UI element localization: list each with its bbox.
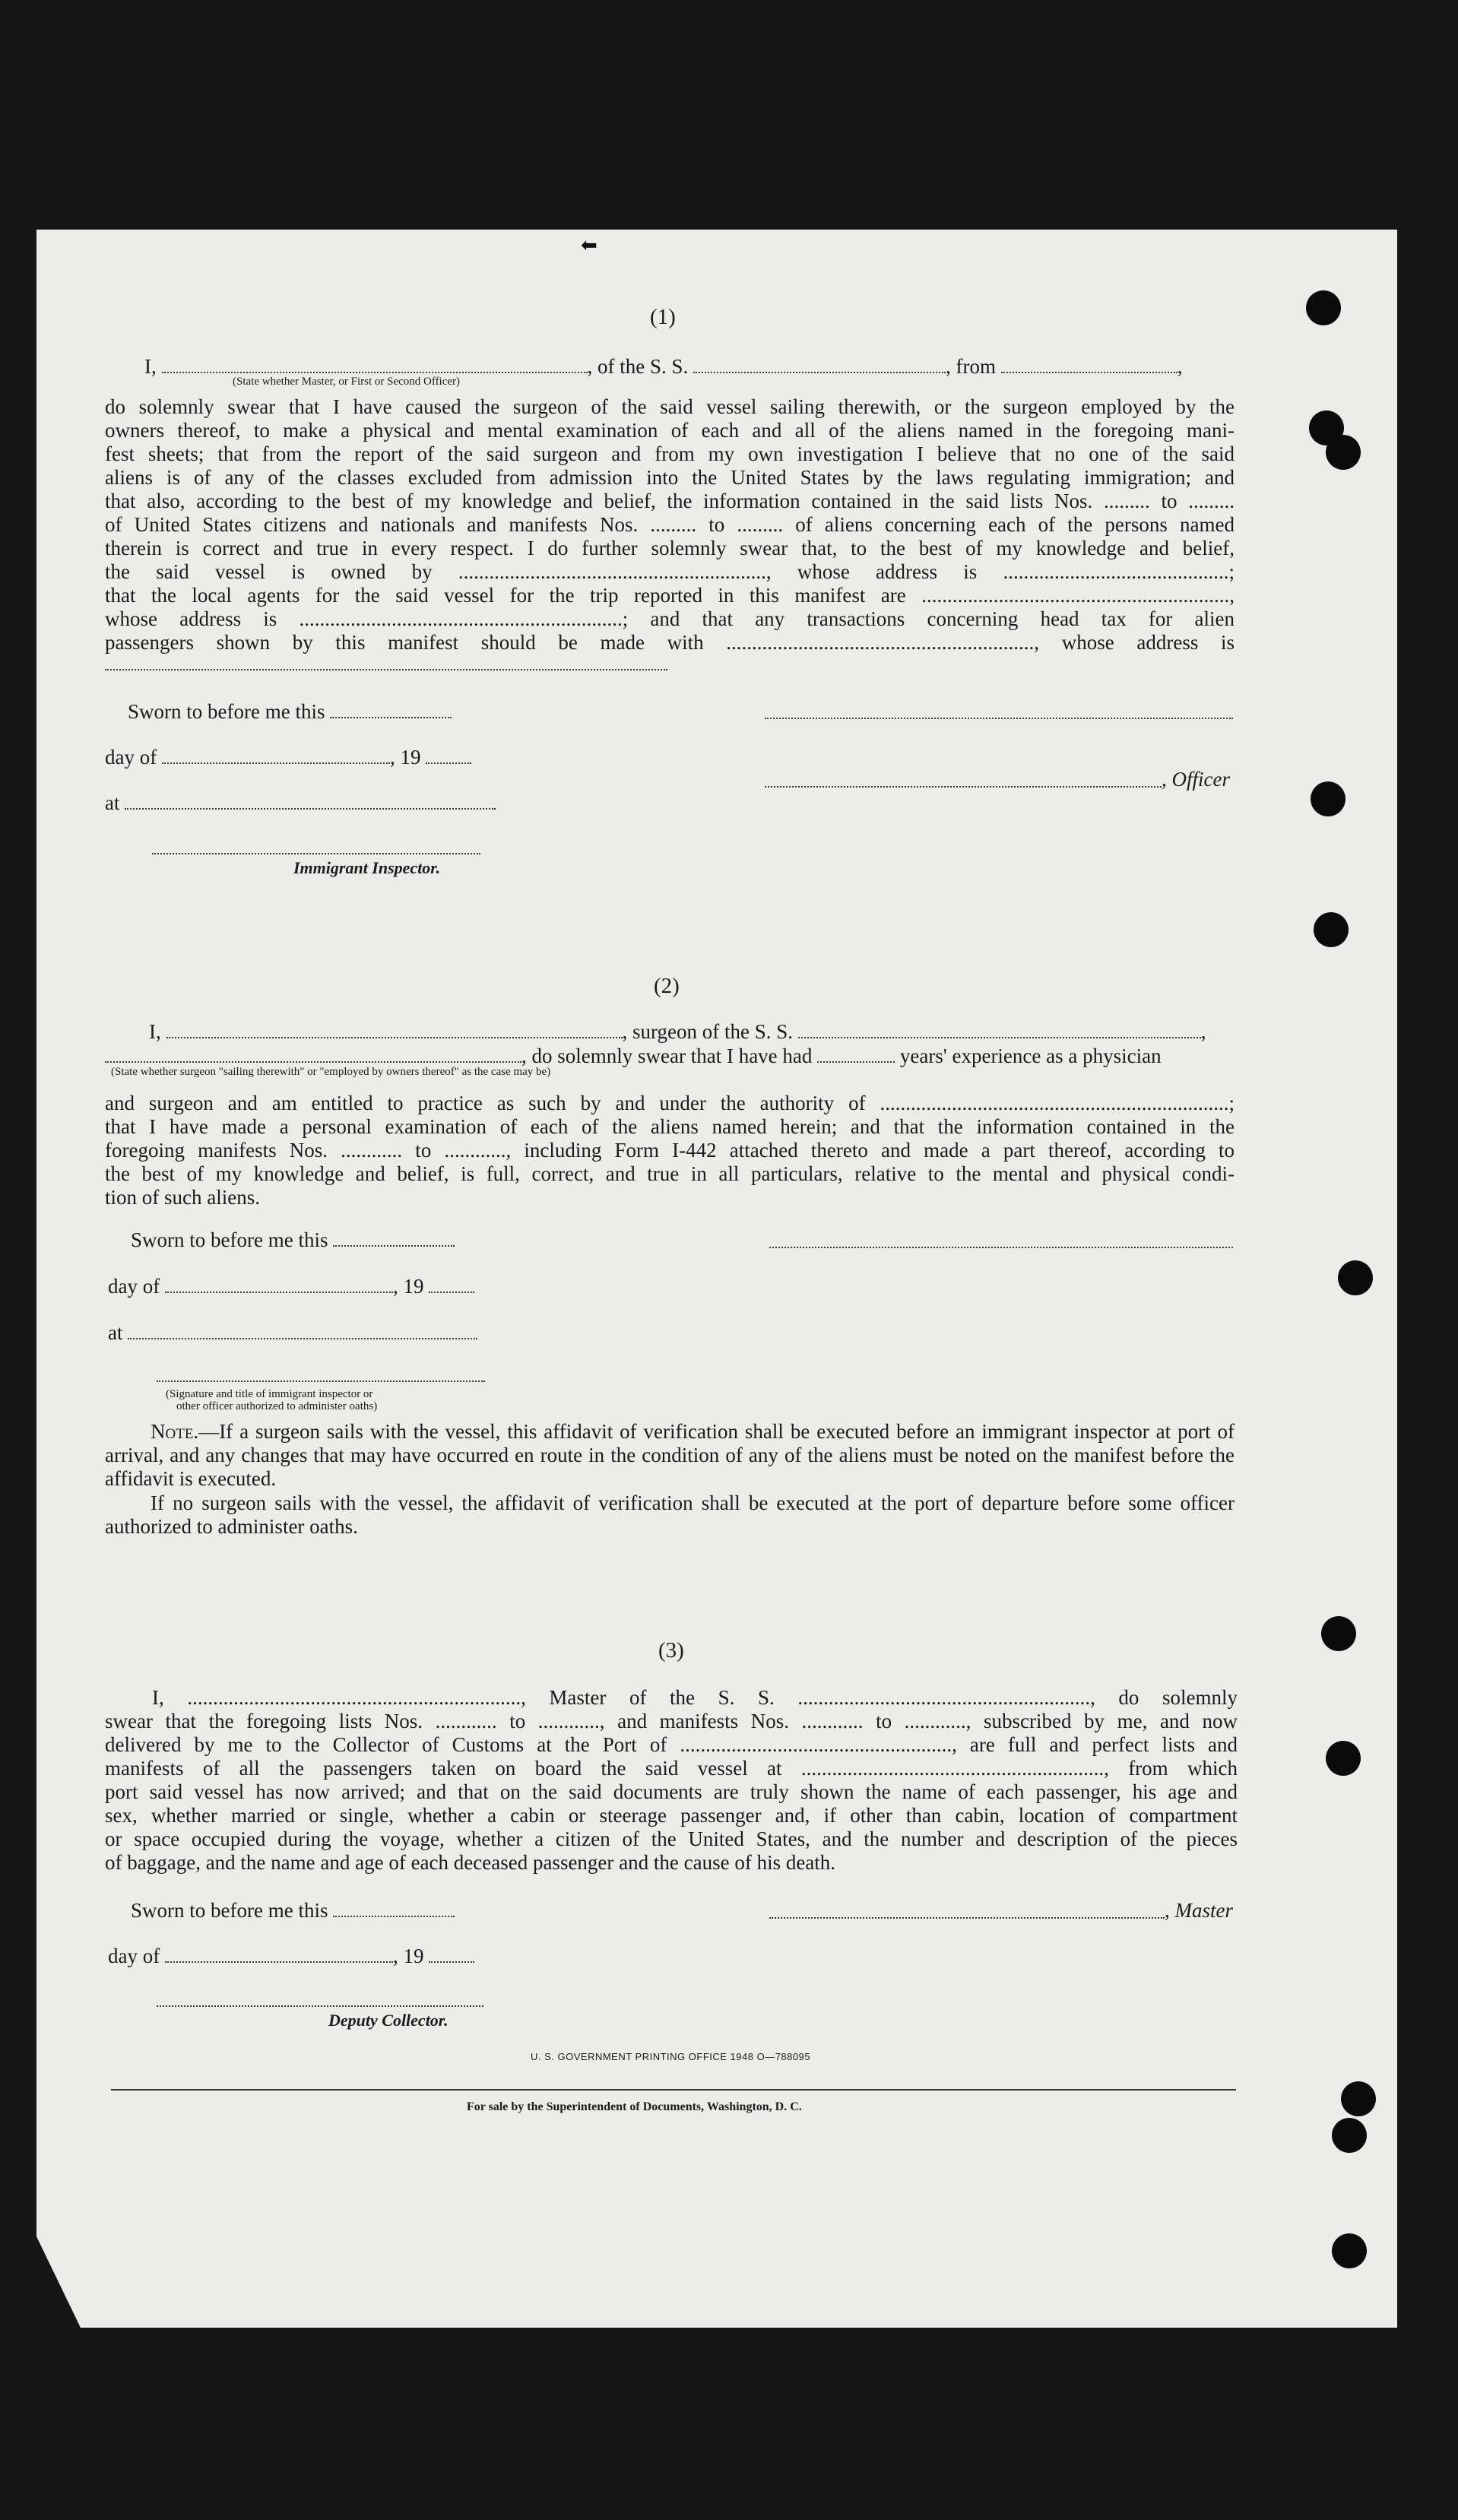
sworn-date-field[interactable] [333,1228,455,1247]
day-month-field[interactable] [162,746,390,764]
officer-title-line[interactable] [765,786,1162,788]
section2-line2: , do solemnly swear that I have had years' experience as a physician [105,1044,1162,1068]
section1-line: passengers shown by this manifest should be made with ............................................................, whose address is [105,631,1235,654]
printing-office-imprint: U. S. GOVERNMENT PRINTING OFFICE 1948 O—788095 [531,2051,811,2062]
administering-officer-line[interactable] [157,1380,485,1382]
sworn-date-field[interactable] [330,700,452,718]
master-label: , Master [1165,1899,1233,1922]
year-field[interactable] [429,1945,474,1963]
section1-line: that also, according to the best of my knowledge and belief, the information contained in the said lists Nos. ......... to ......... [105,490,1235,512]
section1-line: owners thereof, to make a physical and mental examination of each and all of the aliens named in the foregoing mani- [105,419,1235,442]
section1-line: of United States citizens and nationals and manifests Nos. ......... to ......... of aliens concerning each of the persons named [105,513,1235,536]
bottom-rule [111,2089,1236,2090]
officer-signature-line[interactable] [765,718,1233,719]
section2-line: foregoing manifests Nos. ............ to ............, including Form I-442 attached thereto and made a part thereof, according to [105,1139,1235,1162]
section1-line: do solemnly swear that I have caused the surgeon of the said vessel sailing therewith, or the surgeon employed by the [105,395,1235,418]
section1-line: fest sheets; that from the report of the said surgeon and from my own investigation I believe that no one of the said [105,442,1235,465]
section1-line: the said vessel is owned by ............................................................, whose address is ............................................; [105,560,1235,583]
day-month-field[interactable] [165,1945,393,1963]
sale-notice: For sale by the Superintendent of Documents, Washington, D. C. [467,2100,802,2113]
section1-day: day of , 19 [105,746,471,769]
section2-line: that I have made a personal examination of each of the aliens named herein; and that the information contained in the [105,1115,1235,1138]
section1-line: therein is correct and true in every respect. I do further solemnly swear that, to the best of my knowledge and belief, [105,537,1235,559]
address-continuation-field[interactable] [105,669,667,670]
surgeon-status-field[interactable] [105,1044,521,1063]
section3-line: of baggage, and the name and age of each deceased passenger and the cause of his death. [105,1851,836,1874]
master-signature-line[interactable] [769,1917,1165,1919]
place-field[interactable] [125,791,496,810]
section2-at: at [108,1321,477,1345]
section-number: (1) [650,305,676,329]
arrow-mark-icon: ⬅ [581,234,597,256]
place-field[interactable] [128,1321,477,1339]
section1-sworn: Sworn to before me this [128,700,452,724]
section2-sworn: Sworn to before me this [131,1228,455,1252]
section-number: (2) [654,974,680,998]
section2-line1: I, , surgeon of the S. S. , [149,1020,1206,1043]
vessel-name-field[interactable] [693,355,946,373]
section3-line: port said vessel has now arrived; and that on the said documents are truly shown the name of each passenger, his age and [105,1780,1238,1803]
deputy-collector-signature-line[interactable] [157,2005,483,2007]
section3-day: day of , 19 [108,1945,474,1968]
section3-line: manifests of all the passengers taken on board the said vessel at ..........................................................., from which [105,1757,1238,1780]
signature-caption: other officer authorized to administer oaths) [176,1400,378,1412]
section3-line: swear that the foregoing lists Nos. ............ to ............, and manifests Nos. ............ to ............, subscribed by me, and now [105,1710,1238,1732]
sworn-date-field[interactable] [333,1899,455,1917]
rank-field[interactable] [162,355,588,373]
section3-line: I, ................................................................., Master of the S. S. ........................................................., do solemnly [152,1686,1238,1709]
deputy-collector-label: Deputy Collector. [328,2011,448,2030]
inspector-signature-line[interactable] [152,853,480,854]
section1-line: whose address is ...............................................................; and that any transactions concerning head tax for alien [105,607,1235,630]
section2-day: day of , 19 [108,1275,474,1298]
day-month-field[interactable] [165,1275,393,1293]
year-field[interactable] [426,746,471,764]
inspector-label: Immigrant Inspector. [293,858,441,877]
section3-line: or space occupied during the voyage, whether a citizen of the United States, and the number and description of the pieces [105,1827,1238,1850]
officer-label: , Officer [1162,768,1230,791]
section2-line: and surgeon and am entitled to practice as such by and under the authority of ....................................................................; [105,1092,1235,1114]
section1-at: at [105,791,496,815]
rank-caption: (State whether Master, or First or Second Officer) [233,376,461,388]
section3-sworn: Sworn to before me this [131,1899,455,1922]
section1-line: aliens is of any of the classes excluded from admission into the United States by the laws regulating immigration; and [105,466,1235,489]
surgeon-status-caption: (State whether surgeon "sailing therewith" or "employed by owners thereof" as the case may be) [111,1066,551,1078]
note-paragraph: Note.—If a surgeon sails with the vessel, this affidavit of verification shall be executed before an immigrant inspector at port of arrival, and any changes that may have occurred en route in the condition of any of the aliens must be noted on the manifest before the affidavit is executed. [105,1420,1235,1490]
surgeon-name-field[interactable] [166,1020,623,1038]
section1-line: that the local agents for the said vessel for the trip reported in this manifest are ............................................................, [105,584,1235,607]
section3-line: delivered by me to the Collector of Customs at the Port of ....................................................., are full and perfect lists and [105,1733,1238,1756]
section2-line: the best of my knowledge and belief, is full, correct, and true in all particulars, relative to the mental and physical condi- [105,1162,1235,1185]
surgeon-signature-line[interactable] [769,1247,1233,1248]
section1-line1: I, , of the S. S. , from , [144,355,1183,378]
section2-line: tion of such aliens. [105,1186,260,1209]
signature-caption: (Signature and title of immigrant inspector or [166,1388,373,1400]
year-field[interactable] [429,1275,474,1293]
vessel-name-field[interactable] [798,1020,1201,1038]
section-number: (3) [658,1638,684,1663]
note-paragraph-2: If no surgeon sails with the vessel, the affidavit of verification shall be executed at the port of departure before some officer authorized to administer oaths. [105,1491,1235,1538]
section3-line: sex, whether married or single, whether a cabin or steerage passenger and, if other than cabin, location of compartment [105,1804,1238,1827]
origin-field[interactable] [1001,355,1177,373]
years-experience-field[interactable] [817,1044,895,1063]
